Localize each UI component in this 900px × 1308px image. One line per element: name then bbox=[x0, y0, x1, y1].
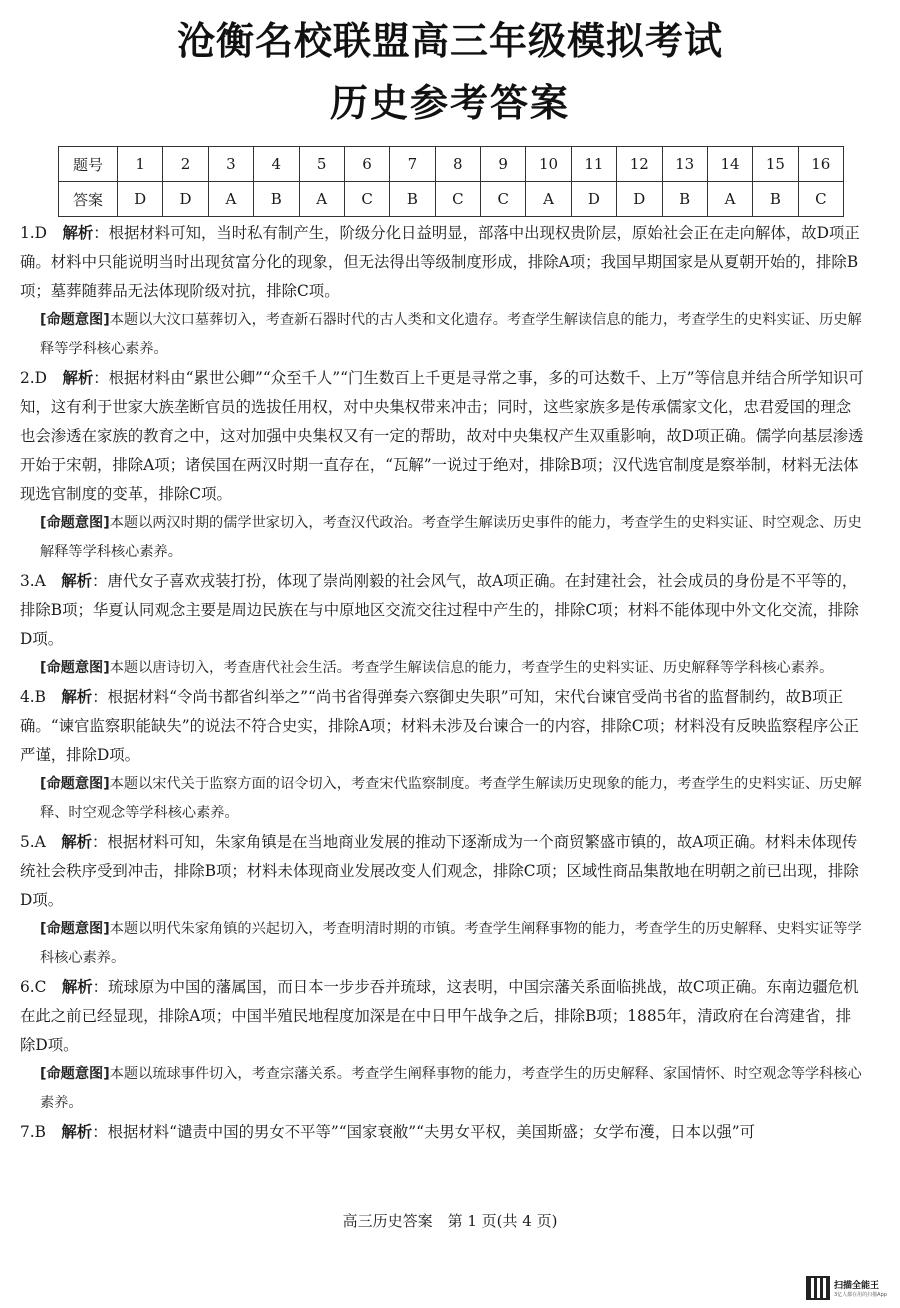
qr-code-icon bbox=[806, 1276, 830, 1300]
analysis-text: ：根据材料“谴责中国的男女不平等”“国家衰敝”“夫男女平权，美国斯盛；女学布濩，日本以强”可 bbox=[92, 1123, 756, 1141]
answer-cell: B bbox=[254, 182, 299, 217]
answer-cell: D bbox=[163, 182, 208, 217]
explanations bbox=[20, 219, 866, 1147]
answer-cell: D bbox=[118, 182, 163, 217]
intent-text: 本题以琉球事件切入，考查宗藩关系。考查学生阐释事物的能力，考查学生的历史解释、家国情怀、时空观念等学科核心素养。 bbox=[40, 1066, 862, 1111]
answer-cell: C bbox=[435, 182, 480, 217]
question-analysis bbox=[20, 219, 866, 306]
question-number-cell: 6 bbox=[344, 147, 389, 182]
question-intent bbox=[40, 306, 866, 364]
answer-cell: B bbox=[390, 182, 435, 217]
question-number: 6.C bbox=[20, 978, 47, 996]
analysis-label: 解析 bbox=[61, 572, 93, 590]
question-number: 4.B bbox=[20, 688, 46, 706]
exam-title: 沧衡名校联盟高三年级模拟考试 bbox=[176, 19, 723, 63]
question-number: 7.B bbox=[20, 1123, 46, 1141]
question-number-cell: 5 bbox=[299, 147, 344, 182]
question-number: 1.D bbox=[20, 224, 48, 242]
analysis-text: ：唐代女子喜欢戎装打扮，体现了崇尚刚毅的社会风气，故A项正确。在封建社会，社会成员的身份是不平等的，排除B项；华夏认同观念主要是周边民族在与中原地区交流交往过程中产生的，排除C项；材料不能体现中外文化交流，排除D项。 bbox=[20, 572, 859, 648]
answer-cell: B bbox=[662, 182, 707, 217]
row-label-question-number: 题号 bbox=[59, 147, 118, 182]
analysis-label: 解析 bbox=[62, 224, 94, 242]
watermark-brand: 扫描全能王 bbox=[834, 1281, 880, 1291]
analysis-label: 解析 bbox=[61, 978, 93, 996]
intent-label: [命题意图] bbox=[40, 921, 110, 937]
question-number: 2.D bbox=[20, 369, 48, 387]
question-analysis bbox=[20, 683, 866, 770]
row-label-answer: 答案 bbox=[59, 182, 118, 217]
analysis-label: 解析 bbox=[61, 1123, 93, 1141]
analysis-text: ：根据材料“令尚书都省纠举之”“尚书省得弹奏六察御史失职”可知，宋代台谏官受尚书省的监督制约，故B项正确。“谏官监察职能缺失”的说法不符合史实，排除A项；材料未涉及台谏合一的内容，排除C项；材料没有反映监察程序公正严谨，排除D项。 bbox=[20, 688, 859, 764]
answer-cell: C bbox=[344, 182, 389, 217]
intent-text: 本题以唐诗切入，考查唐代社会生活。考查学生解读信息的能力，考查学生的史料实证、历史解释等学科核心素养。 bbox=[109, 660, 834, 676]
question-intent bbox=[40, 1060, 866, 1118]
analysis-text: ：琉球原为中国的藩属国，而日本一步步吞并琉球，这表明，中国宗藩关系面临挑战，故C项正确。东南边疆危机在此之前已经显现，排除A项；中国半殖民地程度加深是在中日甲午战争之后，排除B项；1885年，清政府在台湾建省，排除D项。 bbox=[20, 978, 859, 1054]
question-analysis bbox=[20, 567, 866, 654]
question-intent bbox=[40, 509, 866, 567]
intent-text: 本题以明代朱家角镇的兴起切入，考查明清时期的市镇。考查学生阐释事物的能力，考查学生的历史解释、史料实证等学科核心素养。 bbox=[40, 921, 862, 966]
question-number-cell: 8 bbox=[435, 147, 480, 182]
question-number-cell: 11 bbox=[571, 147, 616, 182]
question-number-cell: 15 bbox=[753, 147, 798, 182]
question-analysis bbox=[20, 1118, 866, 1147]
document-subtitle: 历史参考答案 bbox=[329, 81, 570, 125]
intent-label: [命题意图] bbox=[40, 660, 110, 676]
question-intent bbox=[40, 654, 866, 683]
answer-table-number-row bbox=[59, 147, 844, 182]
analysis-text: ：根据材料可知，朱家角镇是在当地商业发展的推动下逐渐成为一个商贸繁盛市镇的，故A项正确。材料未体现传统社会秩序受到冲击，排除B项；材料未体现商业发展改变人们观念，排除C项；区域性商品集散地在明朝之前已出现，排除D项。 bbox=[20, 833, 859, 909]
intent-label: [命题意图] bbox=[40, 312, 110, 328]
question-number: 5.A bbox=[20, 833, 46, 851]
answer-cell: D bbox=[571, 182, 616, 217]
answer-cell: D bbox=[617, 182, 662, 217]
question-analysis bbox=[20, 364, 866, 509]
question-number-cell: 14 bbox=[707, 147, 752, 182]
intent-text: 本题以大汶口墓葬切入，考查新石器时代的古人类和文化遗存。考查学生解读信息的能力，考查学生的史料实证、历史解释等学科核心素养。 bbox=[40, 312, 862, 357]
answer-cell: C bbox=[798, 182, 843, 217]
question-number-cell: 9 bbox=[481, 147, 526, 182]
intent-text: 本题以两汉时期的儒学世家切入，考查汉代政治。考查学生解读历史事件的能力，考查学生的史料实证、时空观念、历史解释等学科核心素养。 bbox=[40, 515, 862, 560]
question-number-cell: 10 bbox=[526, 147, 571, 182]
intent-label: [命题意图] bbox=[40, 515, 110, 531]
question-number-cell: 12 bbox=[617, 147, 662, 182]
answer-cell: A bbox=[707, 182, 752, 217]
question-number-cell: 3 bbox=[208, 147, 253, 182]
answer-cell: A bbox=[526, 182, 571, 217]
question-number: 3.A bbox=[20, 572, 46, 590]
answer-cell: A bbox=[299, 182, 344, 217]
page-footer: 高三历史答案 第 1 页(共 4 页) bbox=[342, 1212, 558, 1230]
analysis-label: 解析 bbox=[62, 369, 94, 387]
intent-text: 本题以宋代关于监察方面的诏令切入，考查宋代监察制度。考查学生解读历史现象的能力，考查学生的史料实证、历史解释、时空观念等学科核心素养。 bbox=[40, 776, 862, 821]
analysis-label: 解析 bbox=[61, 688, 93, 706]
answer-cell: B bbox=[753, 182, 798, 217]
analysis-text: ：根据材料由“累世公卿”“众至千人”“门生数百上千更是寻常之事，多的可达数千、上万”等信息并结合所学知识可知，这有利于世家大族垄断官员的选拔任用权，对中央集权带来冲击；同时，这些家族多是传承儒家文化，忠君爱国的理念也会渗透在家族的教育之中，这对加强中央集权又有一定的帮助，故对中央集权产生双重影响，故D项正确。儒学向基层渗透开始于宋朝，排除A项；诸侯国在两汉时期一直存在，“瓦解”一说过于绝对，排除B项；汉代选官制度是察举制，材料无法体现选官制度的变革，排除C项。 bbox=[20, 369, 864, 503]
intent-label: [命题意图] bbox=[40, 776, 110, 792]
question-intent bbox=[40, 770, 866, 828]
question-analysis bbox=[20, 828, 866, 915]
question-number-cell: 16 bbox=[798, 147, 843, 182]
watermark-tagline: 3亿人都在用的扫描App bbox=[834, 1292, 887, 1298]
answer-table-answer-row bbox=[59, 182, 844, 217]
analysis-text: ：根据材料可知，当时私有制产生，阶级分化日益明显，部落中出现权贵阶层，原始社会正在走向解体，故D项正确。材料中只能说明当时出现贫富分化的现象，但无法得出等级制度形成，排除A项；我国早期国家是从夏朝开始的，排除B项；墓葬随葬品无法体现阶级对抗，排除C项。 bbox=[20, 224, 860, 300]
question-intent bbox=[40, 915, 866, 973]
scanner-watermark bbox=[806, 1276, 896, 1304]
intent-label: [命题意图] bbox=[40, 1066, 110, 1082]
question-number-cell: 4 bbox=[254, 147, 299, 182]
question-analysis bbox=[20, 973, 866, 1060]
answer-table bbox=[58, 146, 844, 217]
analysis-label: 解析 bbox=[61, 833, 93, 851]
question-number-cell: 2 bbox=[163, 147, 208, 182]
answer-cell: C bbox=[481, 182, 526, 217]
answer-cell: A bbox=[208, 182, 253, 217]
question-number-cell: 7 bbox=[390, 147, 435, 182]
question-number-cell: 1 bbox=[118, 147, 163, 182]
question-number-cell: 13 bbox=[662, 147, 707, 182]
